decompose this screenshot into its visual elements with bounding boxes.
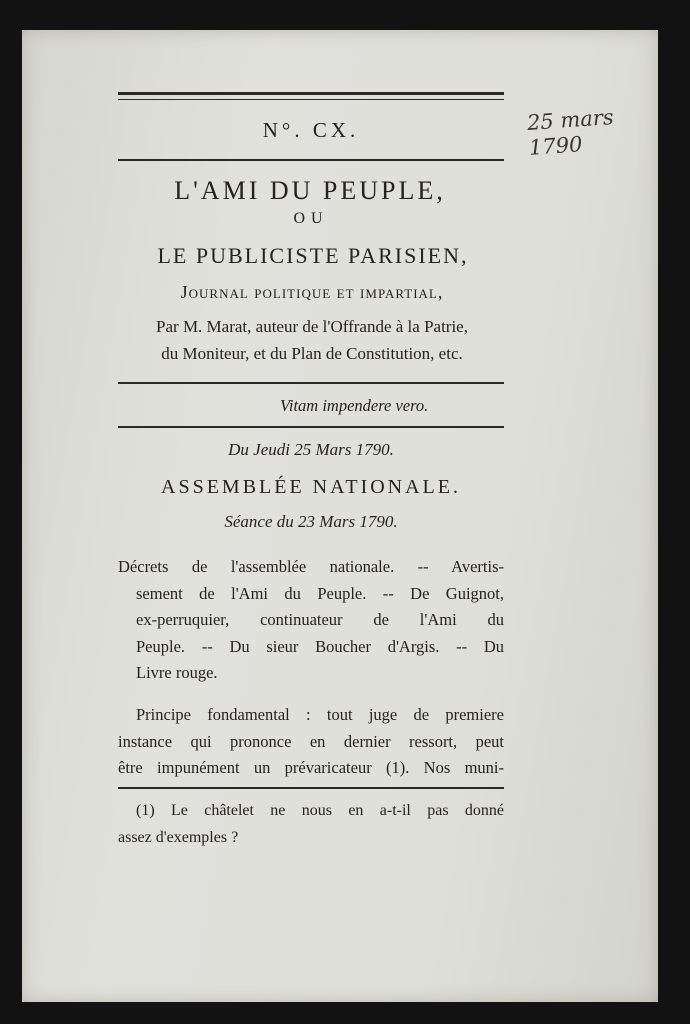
session-date: Séance du 23 Mars 1790. bbox=[224, 512, 398, 531]
footnote-rule bbox=[118, 787, 504, 789]
section-title: ASSEMBLÉE NATIONALE. bbox=[161, 476, 461, 498]
footnote-line: assez d'exemples ? bbox=[118, 828, 239, 846]
body-paragraph bbox=[118, 702, 504, 782]
issue-date: Du Jeudi 25 Mars 1790. bbox=[228, 440, 394, 459]
issue-rule bbox=[118, 159, 504, 161]
issue-number: N°. CX. bbox=[262, 118, 360, 142]
summary-line: Livre rouge. bbox=[136, 663, 218, 682]
top-rule-thick bbox=[118, 92, 504, 95]
journal-description: Journal politique et impartial, bbox=[180, 282, 444, 302]
motto-rule-top bbox=[118, 382, 504, 384]
handwritten-date-line1: 25 mars bbox=[526, 105, 615, 135]
motto: Vitam impendere vero. bbox=[280, 396, 429, 415]
footnote-line: (1) Le châtelet ne nous en a-t-il pas donné bbox=[136, 802, 504, 819]
byline-line1: Par M. Marat, auteur de l'Offrande à la Patrie, bbox=[156, 317, 468, 336]
footnote bbox=[118, 798, 504, 851]
masthead-conjunction: OU bbox=[293, 210, 329, 227]
handwritten-date-line2: 1790 bbox=[528, 132, 584, 160]
byline-line2: du Moniteur, et du Plan de Constitution, etc. bbox=[161, 344, 463, 363]
body-line: Principe fondamental : tout juge de premiere bbox=[136, 705, 504, 724]
motto-rule-bottom bbox=[118, 426, 504, 428]
newspaper-page bbox=[22, 30, 658, 1002]
masthead-subtitle: LE PUBLICISTE PARISIEN, bbox=[157, 243, 469, 268]
summary-line: sement de l'Ami du Peuple. -- De Guignot, bbox=[136, 583, 504, 603]
top-rule-thin bbox=[118, 99, 504, 100]
summary-paragraph bbox=[118, 554, 504, 687]
body-line: être impunément un prévaricateur (1). Nos muni- bbox=[118, 758, 504, 777]
masthead-title: L'AMI DU PEUPLE, bbox=[174, 176, 446, 205]
summary-line: Peuple. -- Du sieur Boucher d'Argis. -- Du bbox=[136, 636, 504, 656]
summary-line: Décrets de l'assemblée nationale. -- Avertis- bbox=[118, 557, 504, 576]
summary-line: ex-perruquier, continuateur de l'Ami du bbox=[136, 610, 504, 629]
body-line: instance qui prononce en dernier ressort, peut bbox=[118, 731, 504, 751]
